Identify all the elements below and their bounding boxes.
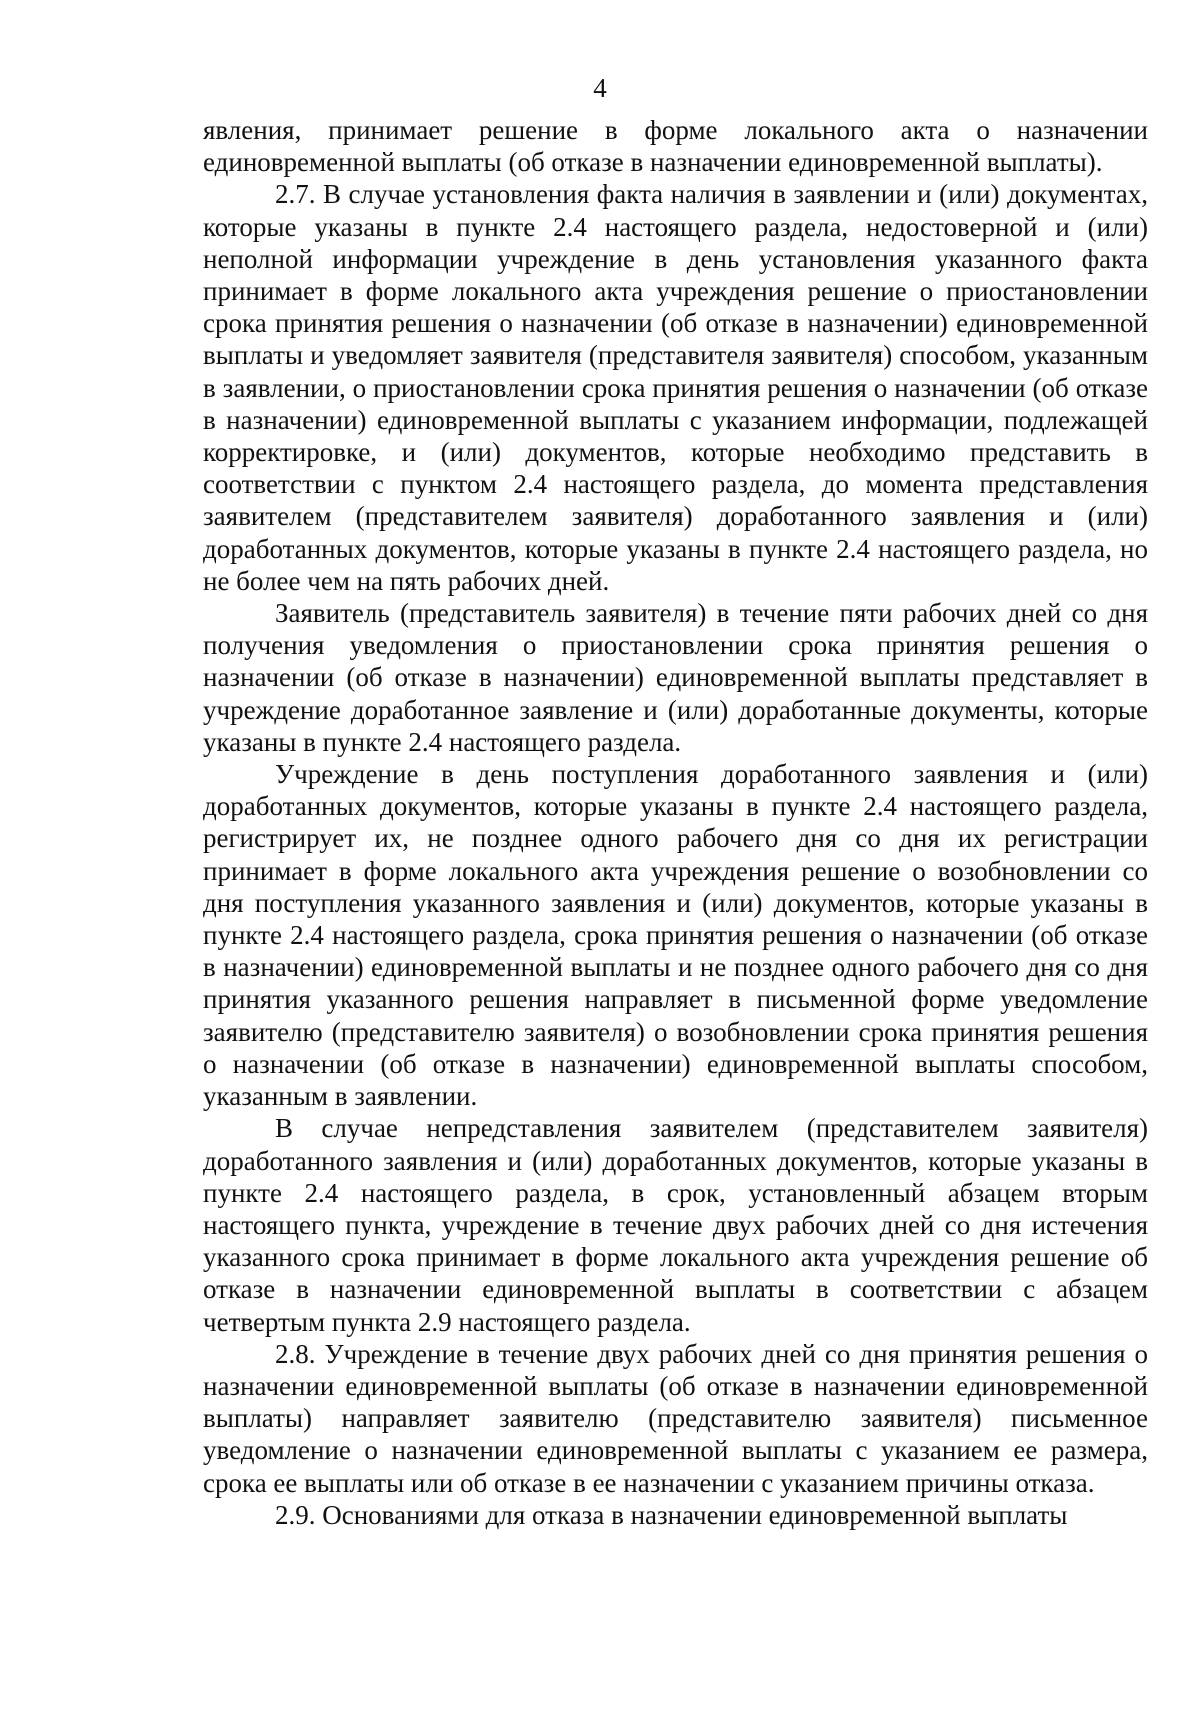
paragraph-2-7: 2.7. В случае установления факта наличия в заявлении и (или) документах, которые указаны в пункте 2.4 настоящего раздела, недостоверной и (или) неполной информации учреждение в день установления указанного факта принимает в форме локального акта учреждения решение о приостановлении срока принятия решения о назначении (об отказе в назначении) единовременной выплаты и уведомляет заявителя (представителя заявителя) способом, указанным в заявлении, о приостановлении срока принятия решения о назначении (об отказе в назначении) единовременной выплаты с указанием информации, подлежащей корректировке, и (или) документов, которые необходимо представить в соответствии с пунктом 2.4 настоящего раздела, до момента представления заявителем (представителем заявителя) доработанного заявления и (или) доработанных документов, которые указаны в пункте 2.4 настоящего раздела, но не более чем на пять рабочих дней. — [203, 179, 1148, 596]
paragraph-2-9: 2.9. Основаниями для отказа в назначении единовременной выплаты — [275, 1499, 1068, 1530]
paragraph-institution-resumption: Учреждение в день поступления доработанного заявления и (или) доработанных документов, которые указаны в пункте 2.4 настоящего раздела, регистрирует их, не позднее одного рабочего дня со дня их регистрации принимает в форме локального акта учреждения решение о возобновлении со дня поступления указанного заявления и (или) документов, которые указаны в пункте 2.4 настоящего раздела, срока принятия решения о назначении (об отказе в назначении) единовременной выплаты и не позднее одного рабочего дня со дня принятия указанного решения направляет в письменной форме уведомление заявителю (представителю заявителя) о возобновлении срока принятия решения о назначении (об отказе в назначении) единовременной выплаты способом, указанным в заявлении. — [203, 759, 1148, 1112]
paragraph-applicant-deadline: Заявитель (представитель заявителя) в течение пяти рабочих дней со дня получения уведомления о приостановлении срока принятия решения о назначении (об отказе в назначении) единовременной выплаты представляет в учреждение доработанное заявление и (или) доработанные документы, которые указаны в пункте 2.4 настоящего раздела. — [203, 598, 1148, 757]
page-number: 4 — [593, 73, 607, 103]
paragraph-continuation: явления, принимает решение в форме локального акта о назначении единовременной выплаты (об отказе в назначении единовременной выплаты). — [203, 115, 1148, 178]
document-body — [203, 114, 1148, 1531]
paragraph-non-submission: В случае непредставления заявителем (представителем заявителя) доработанного заявления и (или) доработанных документов, которые указаны в пункте 2.4 настоящего раздела, в срок, установленный абзацем вторым настоящего пункта, учреждение в течение двух рабочих дней со дня истечения указанного срока принимает в форме локального акта учреждения решение об отказе в назначении единовременной выплаты в соответствии с абзацем четвертым пункта 2.9 настоящего раздела. — [203, 1113, 1148, 1337]
paragraph-2-8: 2.8. Учреждение в течение двух рабочих дней со дня принятия решения о назначении единовременной выплаты (об отказе в назначении единовременной выплаты) направляет заявителю (представителю заявителя) письменное уведомление о назначении единовременной выплаты с указанием ее размера, срока ее выплаты или об отказе в ее назначении с указанием причины отказа. — [203, 1338, 1148, 1498]
